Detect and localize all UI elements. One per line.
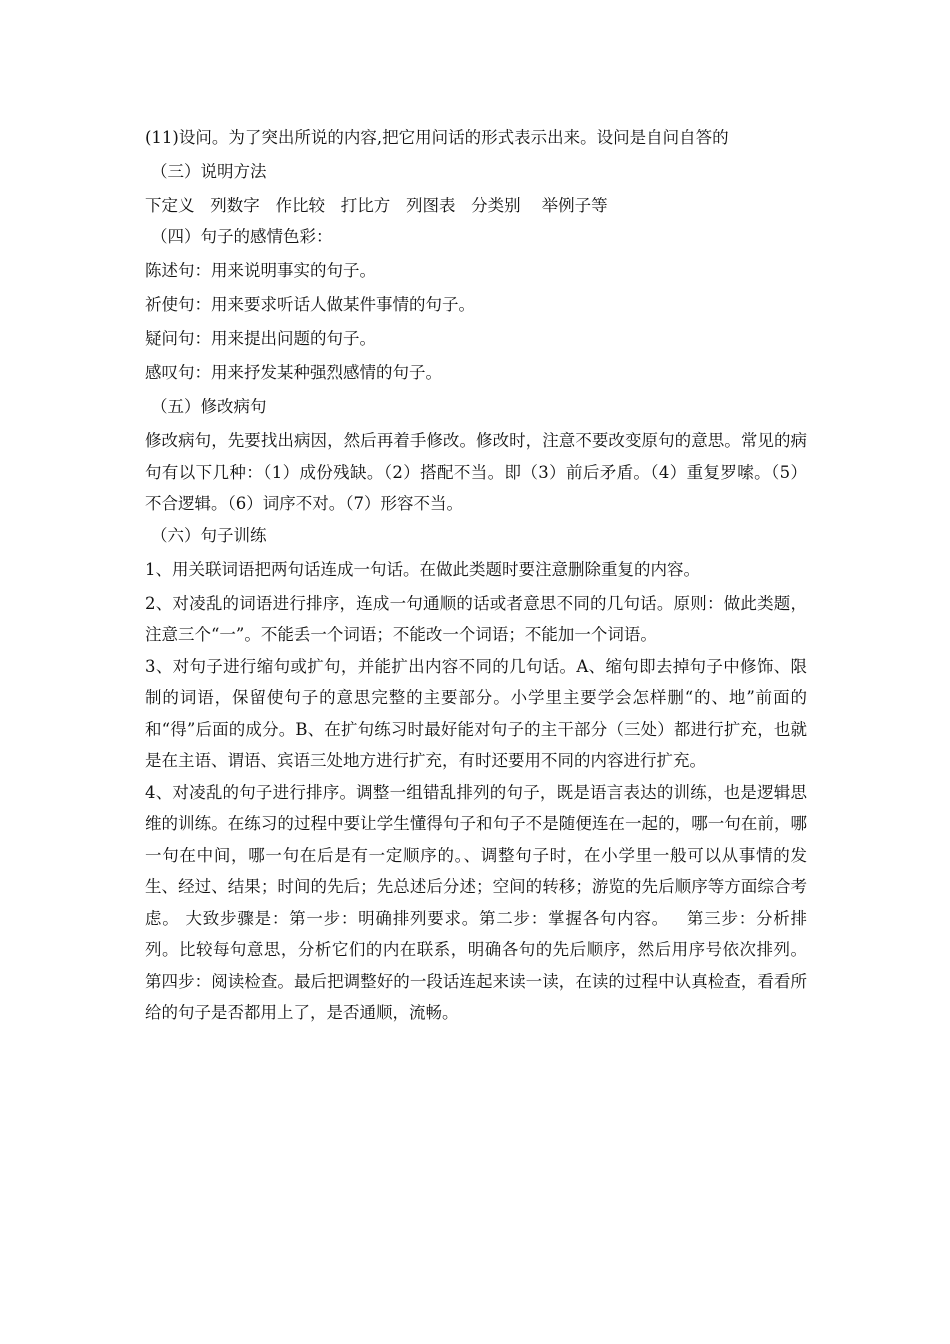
fix-sentences-paragraph: 修改病句，先要找出病因，然后再着手修改。修改时，注意不要改变原句的意思。常见的病句有以下几种：（1）成份残缺。（2）搭配不当。即（3）前后矛盾。（4）重复罗嗦。（5）不合逻辑。（6）词序不对。（7）形容不当。 [145,431,807,513]
rhetoric-question-line: (11)设问。为了突出所说的内容,把它用问话的形式表示出来。设问是自问自答的 [145,128,729,147]
training-item-2: 2、对凌乱的词语进行排序，连成一句通顺的话或者意思不同的几句话。原则：做此类题，注意三个“一”。不能丢一个词语；不能改一个词语；不能加一个词语。 [145,593,807,644]
explanation-methods-list: 下定义 列数字 作比较 打比方 列图表 分类别 举例子等 [145,196,608,215]
exclamatory-sentence: 感叹句：用来抒发某种强烈感情的句子。 [145,363,442,382]
imperative-sentence: 祈使句：用来要求听话人做某件事情的句子。 [145,295,475,314]
heading-sentence-types: （四）句子的感情色彩： [151,227,333,246]
training-item-3: 3、对句子进行缩句或扩句，并能扩出内容不同的几句话。A、缩句即去掉句子中修饰、限制的词语，保留使句子的意思完整的主要部分。小学里主要学会怎样删“的、地”前面的和“得”后面的成分。B、在扩句练习时最好能对句子的主干部分（三处）都进行扩充，也就是在主语、谓语、宾语三处地方进行扩充，有时还要用不同的内容进行扩充。 [145,656,807,770]
heading-fix-sentences: （五）修改病句 [151,397,267,416]
heading-sentence-training: （六）句子训练 [151,525,267,545]
training-item-4: 4、对凌乱的句子进行排序。调整一组错乱排列的句子，既是语言表达的训练，也是逻辑思维的训练。在练习的过程中要让学生懂得句子和句子不是随便连在一起的，哪一句在前，哪一句在中间，哪一句在后是有一定顺序的。、调整句子时，在小学里一般可以从事情的发生、经过、结果；时间的先后；先总述后分述；空间的转移；游览的先后顺序等方面综合考虑。 大致步骤是：第一步：明确排列要求。第二步：掌握各句内容。 第三步：分析排列。比较每句意思，分析它们的内在联系，明确各句的先后顺序，然后用序号依次排列。 第四步：阅读检查。最后把调整好的一段话连起来读一读，在读的过程中认真检查，看看所给的句子是否都用上了，是否通顺，流畅。 [145,782,823,1022]
training-item-1: 1、用关联词语把两句话连成一句话。在做此类题时要注意删除重复的内容。 [145,559,700,579]
heading-explanation-methods: （三）说明方法 [151,162,267,181]
document-page [145,122,823,1029]
interrogative-sentence: 疑问句：用来提出问题的句子。 [145,329,376,348]
declarative-sentence: 陈述句：用来说明事实的句子。 [145,261,376,280]
